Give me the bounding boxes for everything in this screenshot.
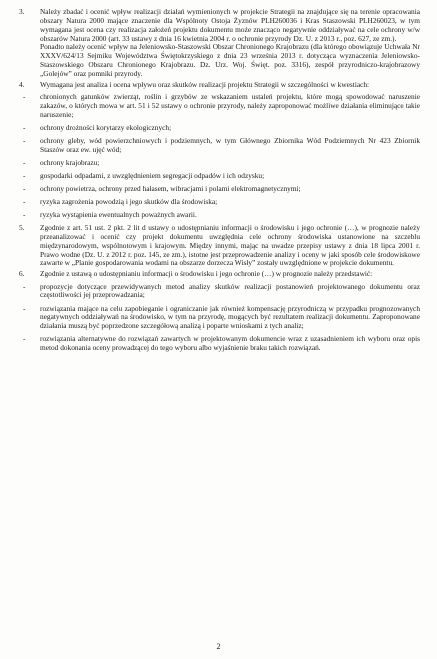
- bullet-item: - rozwiązania alternatywne do rozwiązań zawartych w projektowanym dokumencie wraz z uzasadnieniem ich wyboru oraz opis metod dokonania oceny prowadzącej do tego wyboru albo wyjaśnienie braku takich rozwiązań.: [18, 335, 420, 353]
- bullet-list: [18, 93, 420, 220]
- bullet-list: [18, 283, 420, 353]
- paragraph: Zgodnie z art. 51 ust. 2 pkt. 2 lit d ustawy o udostępnianiu informacji o środowisku i jego ochronie (…), w prognozie należy przeanalizować i ocenić czy projekt dokumentu uwzględnia cele ochrony środowiska ustanowione na szczeblu międzynarodowym, wspólnotowym i krajowym. Między innymi, mając na uwadze przepisy ustawy z dnia 18 lipca 2001 r. Prawo wodne (Dz. U. z 2012 r. poz. 145, ze zm.), istotne jest przeprowadzenie analizy i oceny w jaki sposób cele środowiskowe zawarte w „Planie gospodarowania wodami na obszarze dorzecza Wisły” zostały uwzględnione w projekcie dokumentu.: [40, 222, 420, 268]
- item-number: 5.: [19, 222, 25, 232]
- bullet-item: - ochrony krajobrazu;: [18, 159, 420, 168]
- paragraph: Należy zbadać i ocenić wpływ realizacji działań wymienionych w projekcie Strategii na znajdujące się na terenie opracowania obszary Natura 2000 mające znaczenie dla Wspólnoty Ostoja Żyznów PLH260036 i Kras Staszowski PLH260023, w tym wymagana jest ocena czy realizacja założeń projektu dokumentu może znacząco negatywnie oddziaływać na cele ochrony w/w obszarów Natura 2000 (art. 33 ustawy z dnia 16 kwietnia 2004 r. o ochronie przyrody Dz. U. z 2013 r., poz. 627, ze zm.).: [40, 7, 420, 43]
- paragraph: Wymagana jest analiza i ocena wpływu oraz skutków realizacji projektu Strategii w szczególności w kwestiach:: [40, 79, 370, 89]
- bullet-item: - chronionych gatunków zwierząt, roślin i grzybów ze wskazaniem ustaleń projektu, które mogą spowodować naruszenie zakazów, o których mowa w art. 51 i 52 ustawy o ochronie przyrody, należy zaproponować możliwe działania eliminujące takie naruszenie;: [18, 93, 420, 120]
- list-item-4: [18, 81, 420, 90]
- paragraph: Ponadto należy ocenić wpływ na Jeleniowsko-Staszowski Obszar Chronionego Krajobrazu (dla którego obowiązuje Uchwała Nr XXXV/624/13 Sejmiku Województwa Świętokrzyskiego z dnia 23 września 2013 r. dotycząca wyznaczenia Jeleniowsko-Staszowskiego Obszaru Chronionego Krajobrazu. Dz. Urz. Woj. Święt. poz. 3316), zespół przyrodniczo-krajobrazowy „Golejów” oraz pomniki przyrody.: [40, 42, 420, 78]
- numbered-list: [18, 8, 420, 353]
- list-item-3: [18, 8, 420, 79]
- bullet-item: - ochrony gleby, wód powierzchniowych i podziemnych, w tym Głównego Zbiornika Wód Podziemnych Nr 423 Zbiornik Staszów oraz ew. ujęć wód;: [18, 137, 420, 155]
- bullet-item: - ochrony drożności korytarzy ekologicznych;: [18, 124, 420, 133]
- item-number: 3.: [19, 7, 25, 16]
- bullet-item: - ryzyka wystąpienia ewentualnych poważnych awarii.: [18, 211, 420, 220]
- list-item-5: [18, 224, 420, 268]
- bullet-item: - gospodarki odpadami, z uwzględnieniem segregacji odpadów i ich odzysku;: [18, 172, 420, 181]
- bullet-item: - ryzyka zagrożenia powodzią i jego skutków dla środowiska;: [18, 198, 420, 207]
- paragraph: Zgodnie z ustawą o udostępnianiu informacji o środowisku i jego ochronie (…) w prognozie należy przedstawić:: [40, 269, 373, 279]
- bullet-item: - propozycje dotyczące przewidywanych metod analizy skutków realizacji postanowień projektowanego dokumentu oraz częstotliwości jej przeprowadzania;: [18, 283, 420, 301]
- bullet-item: - ochrony powietrza, ochrony przed hałasem, wibracjami i polami elektromagnetycznymi;: [18, 185, 420, 194]
- page-number: 2: [216, 642, 221, 651]
- item-number: 4.: [19, 79, 25, 89]
- bullet-item: - rozwiązania mające na celu zapobieganie i ograniczanie jak również kompensację przyrodniczą w przypadku prognozowanych negatywnych oddziaływań na środowisko, w tym na przyrodę, mogących być rezultatem realizacji dokumentu. Zaproponowane działania muszą być poprzedzone szczegółową analizą i poparte wnioskami z tych analiz;: [18, 305, 420, 332]
- item-number: 6.: [19, 269, 25, 279]
- list-item-6: [18, 270, 420, 279]
